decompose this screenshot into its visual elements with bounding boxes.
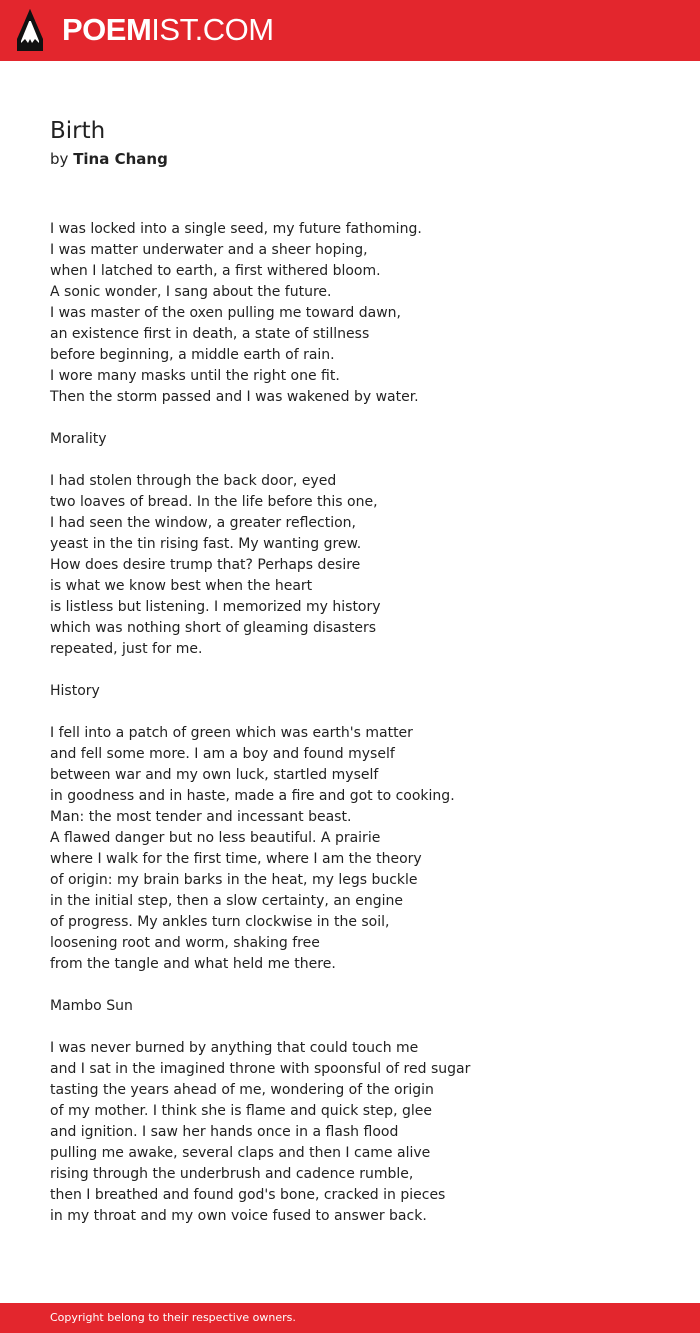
- poem-line: which was nothing short of gleaming disasters: [50, 620, 377, 636]
- poem-line: How does desire trump that? Perhaps desire: [50, 557, 361, 573]
- poem-line: I had stolen through the back door, eyed: [50, 473, 337, 489]
- poem-line: is listless but listening. I memorized my history: [50, 599, 381, 615]
- poem-line: and I sat in the imagined throne with spoonsful of red sugar: [50, 1061, 471, 1077]
- byline: [50, 148, 168, 170]
- poem-line: of origin: my brain barks in the heat, my legs buckle: [50, 872, 418, 888]
- poem-line: an existence first in death, a state of stillness: [50, 326, 370, 342]
- poem-line: I wore many masks until the right one fit.: [50, 368, 340, 384]
- poem-line: I was never burned by anything that could touch me: [50, 1040, 419, 1056]
- poem-line: I had seen the window, a greater reflection,: [50, 515, 356, 531]
- poem-line: loosening root and worm, shaking free: [50, 935, 320, 951]
- poem-line: and ignition. I saw her hands once in a flash flood: [50, 1124, 399, 1140]
- pencil-tip-icon[interactable]: [17, 9, 43, 51]
- poem-line: Mambo Sun: [50, 998, 133, 1014]
- poem-body: [50, 219, 670, 1248]
- poem-line: yeast in the tin rising fast. My wanting grew.: [50, 536, 362, 552]
- poem-line: History: [50, 683, 100, 699]
- poem-line: in goodness and in haste, made a fire and got to cooking.: [50, 788, 455, 804]
- stanza: [50, 681, 670, 702]
- logo-rest-text: IST.COM: [151, 12, 274, 47]
- poem-line: I was master of the oxen pulling me toward dawn,: [50, 305, 401, 321]
- poem-line: between war and my own luck, startled myself: [50, 767, 379, 783]
- poem-line: I was matter underwater and a sheer hoping,: [50, 242, 368, 258]
- poem-line: where I walk for the first time, where I am the theory: [50, 851, 422, 867]
- poem-line: when I latched to earth, a first withered bloom.: [50, 263, 381, 279]
- site-logo[interactable]: [62, 12, 274, 48]
- stanza: [50, 219, 670, 408]
- poem-line: of progress. My ankles turn clockwise in the soil,: [50, 914, 390, 930]
- poem-line: and fell some more. I am a boy and found myself: [50, 746, 395, 762]
- poem-line: A flawed danger but no less beautiful. A prairie: [50, 830, 381, 846]
- by-label: by: [50, 150, 69, 168]
- author-name: Tina Chang: [73, 150, 168, 168]
- poem-line: of my mother. I think she is flame and quick step, glee: [50, 1103, 432, 1119]
- poem-line: two loaves of bread. In the life before this one,: [50, 494, 378, 510]
- poem-line: A sonic wonder, I sang about the future.: [50, 284, 332, 300]
- site-footer: [0, 1303, 700, 1333]
- poem-line: pulling me awake, several claps and then I came alive: [50, 1145, 431, 1161]
- poem-line: I was locked into a single seed, my future fathoming.: [50, 221, 422, 237]
- poem-line: Man: the most tender and incessant beast.: [50, 809, 352, 825]
- logo-bold-text: POEM: [62, 12, 152, 47]
- copyright-text: Copyright belong to their respective owners.: [50, 1311, 296, 1324]
- poem-line: rising through the underbrush and cadence rumble,: [50, 1166, 414, 1182]
- stanza: [50, 471, 670, 660]
- stanza: [50, 1038, 670, 1227]
- stanza: [50, 429, 670, 450]
- poem-line: I fell into a patch of green which was earth's matter: [50, 725, 413, 741]
- stanza: [50, 996, 670, 1017]
- poem-line: repeated, just for me.: [50, 641, 203, 657]
- poem-line: in my throat and my own voice fused to answer back.: [50, 1208, 427, 1224]
- poem-line: before beginning, a middle earth of rain.: [50, 347, 335, 363]
- poem-line: Then the storm passed and I was wakened by water.: [50, 389, 419, 405]
- poem-line: in the initial step, then a slow certainty, an engine: [50, 893, 403, 909]
- stanza: [50, 723, 670, 975]
- poem-line: tasting the years ahead of me, wondering of the origin: [50, 1082, 434, 1098]
- poem-line: Morality: [50, 431, 107, 447]
- site-header: [0, 0, 700, 61]
- poem-line: then I breathed and found god's bone, cracked in pieces: [50, 1187, 446, 1203]
- poem-title: Birth: [50, 118, 106, 144]
- poem-line: is what we know best when the heart: [50, 578, 313, 594]
- poem-line: from the tangle and what held me there.: [50, 956, 336, 972]
